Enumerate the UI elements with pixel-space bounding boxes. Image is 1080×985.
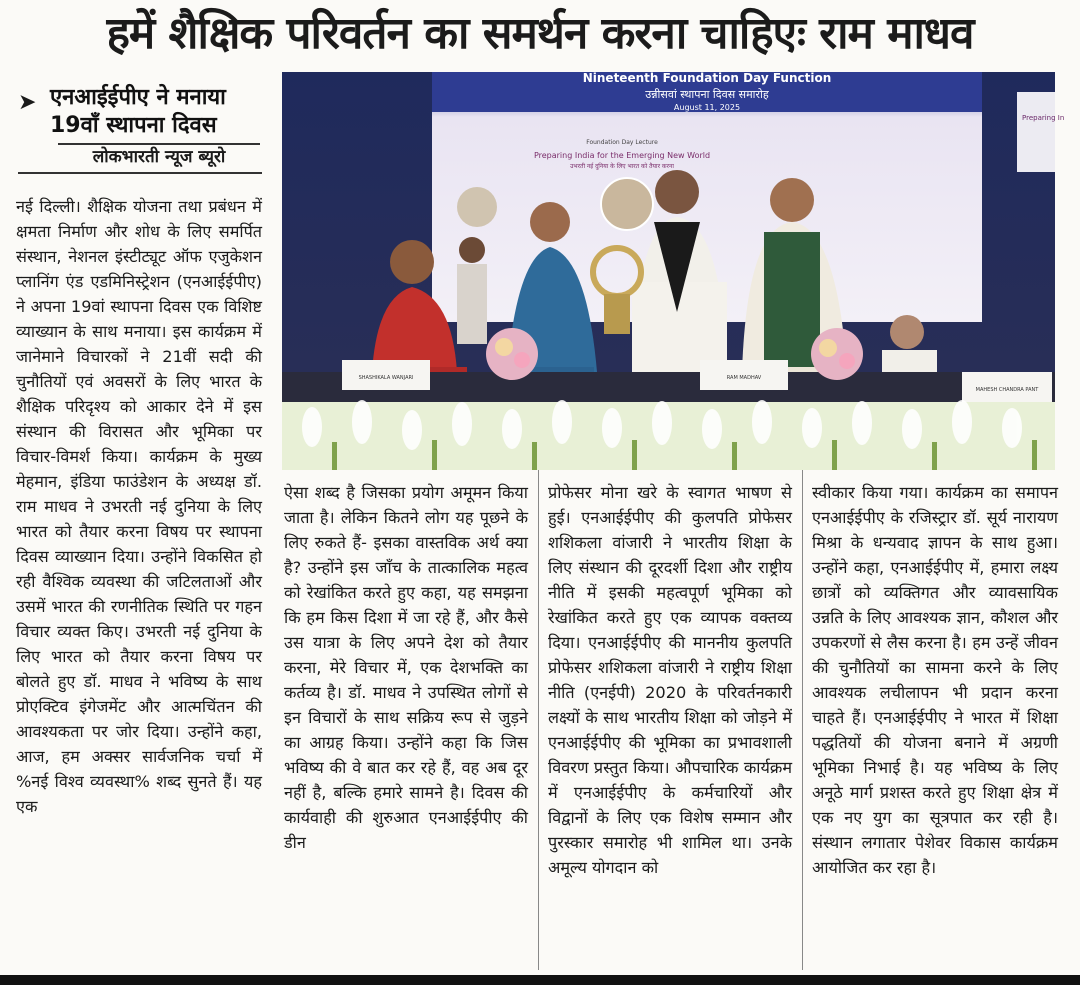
headline: हमें शैक्षिक परिवर्तन का समर्थन करना चाहिएः राम माधव bbox=[106, 8, 974, 59]
nameplate-1: SHASHIKALA WANJARI bbox=[358, 375, 414, 381]
article-column-3: प्रोफेसर मोना खरे के स्वागत भाषण से हुई। एनआईईपीए की कुलपति प्रोफेसर शशिकला वांजारी ने भारतीय शिक्षा के लिए संस्थान की दूरदर्शी दिशा और राष्ट्रीय नीति में इसकी महत्वपूर्ण भूमिका को रेखांकित करते हुए एक व्यापक वक्तव्य दिया। एनआईईपीए की माननीय कुलपति प्रोफेसर शशिकला वांजारी ने राष्ट्रीय शिक्षा नीति (एनईपी) 2020 के परिवर्तनकारी लक्ष्यों के साथ भारतीय शिक्षा को जोड़ने में एनआईईपीए की भूमिका का प्रभावशाली विवरण प्रस्तुत किया। औपचारिक कार्यक्रम में एनआईईपीए के कर्मचारियों और विद्वानों के लिए एक विशेष सम्मान और पुरस्कार समारोह भी शामिल था। उनके अमूल्य योगदान को bbox=[548, 483, 792, 877]
event-photo bbox=[282, 71, 1065, 470]
article-column-4: स्वीकार किया गया। कार्यक्रम का समापन एनआईईपीए के रजिस्ट्रार डॉ. सूर्य नारायण मिश्रा के धन्यवाद ज्ञापन के साथ हुआ। उन्होंने कहा, एनआईईपीए में, हमारा लक्ष्य छात्रों को व्यक्तिगत और व्यावसायिक उन्नति के लिए आवश्यक ज्ञान, कौशल और उपकरणों से लैस करना है। हम उन्हें जीवन की चुनौतियों का सामना करने के लिए आवश्यक लचीलापन भी प्रदान करना चाहते हैं। एनआईईपीए ने भारत में शिक्षा पद्धतियों की योजना बनाने में अग्रणी भूमिका निभाई है। यह भविष्य के लिए अनूठे मार्ग प्रशस्त करते हुए शिक्षा क्षेत्र में एक नए युग का सूत्रपात कर रही है। संस्थान लगातार पेशेवर विकास कार्यक्रम आयोजित कर रहा है। bbox=[812, 483, 1058, 877]
article-column-2: ऐसा शब्द है जिसका प्रयोग अमूमन किया जाता है। लेकिन कितने लोग यह पूछने के लिए रुकते हैं- इसका वास्तविक अर्थ क्या है? उन्होंने इस जाँच के तात्कालिक महत्व को रेखांकित करते हुए कहा, यह समझना कि हम किस दिशा में जा रहे हैं, और कैसे उस यात्रा के लिए अपने देश को तैयार करना, मेरे विचार में, एक देशभक्ति का कर्तव्य है। डॉ. माधव ने उपस्थित लोगों से इन विचारों के साथ सक्रिय रूप से जुड़ने का आग्रह किया। उन्होंने कहा कि जिस भविष्य की वे बात कर रहे हैं, वह अब दूर नहीं है, बल्कि हमारे सामने है। दिवस की कार्यवाही की शुरुआत एनआईईपीए की डीन bbox=[284, 483, 528, 852]
kicker-title: एनआईईपीए ने मनाया 19वाँ स्थापना दिवस bbox=[50, 85, 226, 138]
byline-rule bbox=[18, 172, 262, 174]
screen-portrait-left bbox=[457, 187, 497, 227]
banner-line1: Nineteenth Foundation Day Function bbox=[582, 71, 832, 85]
side-screen bbox=[1017, 92, 1055, 172]
banner-date: August 11, 2025 bbox=[673, 103, 741, 112]
byline-rule-top bbox=[58, 143, 260, 145]
column-rule bbox=[802, 470, 803, 970]
kicker-arrow-icon: ➤ bbox=[18, 90, 37, 115]
article-column-1: नई दिल्ली। शैक्षिक योजना तथा प्रबंधन में क्षमता निर्माण और शोध के लिए समर्पित संस्थान, नेशनल इंस्टीट्यूट ऑफ एजुकेशन प्लानिंग एंड एडमिनिस्ट्रेशन (एनआईईपीए) ने अपना 19वां स्थापना दिवस एक विशिष्ट व्याख्यान के साथ मनाया। इस कार्यक्रम में जानेमाने विचारकों ने 21वीं सदी की चुनौतियों एवं अवसरों के लिए भारत के शैक्षिक परिदृश्य को आकार देने में इस संस्थान की विरासत और भूमिका पर विचार-विमर्श किया। कार्यक्रम के मुख्य मेहमान, इंडिया फाउंडेशन के अध्यक्ष डॉ. राम माधव ने उभरती नई दुनिया के लिए भारत को तैयार करना विषय पर स्थापना दिवस व्याख्यान दिया। उन्होंने विकसित हो रही वैश्विक व्यवस्था की जटिलताओं और उसमें भारत की रणनीतिक स्थिति पर गहन विचार व्यक्त किए। उभरती नई दुनिया के लिए भारत को तैयार करना विषय पर बोलते हुए डॉ. माधव ने भविष्य के साथ प्रोएक्टिव इंगेजमेंट और आत्मचिंतन की आवश्यकता पर जोर दिया। उन्होंने कहा, आज, हम अक्सर सार्वजनिक चर्चा में %नई विश्व व्यवस्था% शब्द सुनते हैं। यह एक bbox=[16, 197, 262, 816]
byline: लोकभारती न्यूज ब्यूरो bbox=[92, 147, 226, 167]
page-bottom-bar bbox=[0, 975, 1080, 985]
banner-line2: उन्नीसवां स्थापना दिवस समारोह bbox=[645, 88, 769, 101]
nameplate-3: MAHESH CHANDRA PANT bbox=[975, 387, 1039, 393]
column-rule bbox=[538, 470, 539, 970]
person-back-left bbox=[457, 237, 487, 344]
screen-portrait bbox=[601, 178, 653, 230]
lecture-title: Preparing India for the Emerging New World bbox=[533, 151, 711, 160]
lecture-subtitle: उभरती नई दुनिया के लिए भारत को तैयार करना bbox=[570, 163, 674, 170]
side-screen-text: Preparing In bbox=[1022, 114, 1065, 122]
nameplate-2: RAM MADHAV bbox=[726, 375, 762, 381]
event-photo-illustration bbox=[282, 71, 1065, 470]
lecture-label: Foundation Day Lecture bbox=[586, 139, 658, 146]
